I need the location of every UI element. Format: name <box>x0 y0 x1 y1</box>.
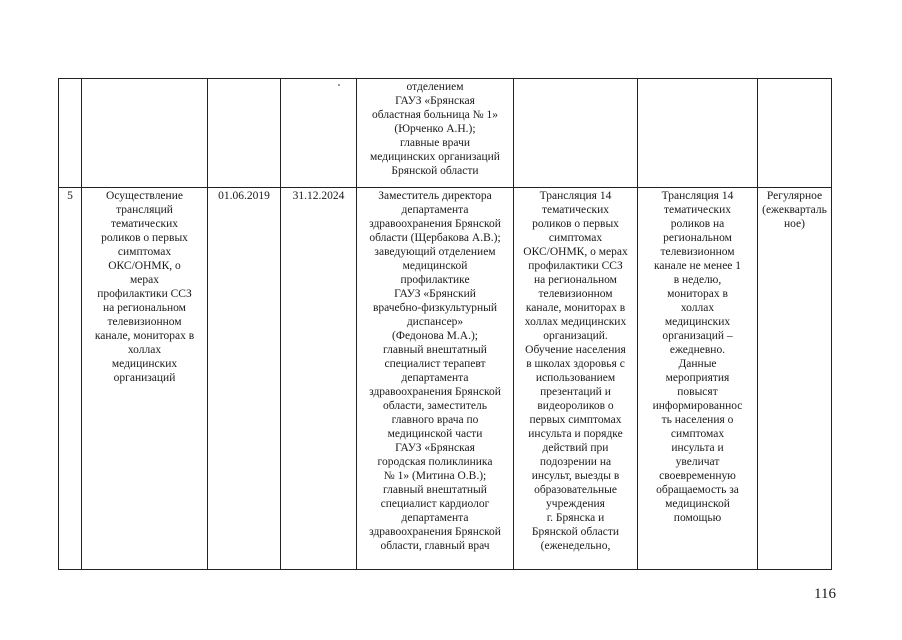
cell-num <box>59 79 82 188</box>
cell-responsible: отделением ГАУЗ «Брянская областная больница № 1» (Юрченко А.Н.); главные врачи медицинских организаций Брянской области <box>357 79 514 188</box>
cell-event: Осуществление трансляций тематических роликов о первых симптомах ОКС/ОНМК, о мерах профилактики ССЗ на региональном телевизионном канале, мониторах в холлах медицинских организаций <box>82 188 208 570</box>
cell-num: 5 <box>59 188 82 570</box>
cell-result <box>638 79 758 188</box>
cell-start-date: 01.06.2019 <box>208 188 281 570</box>
cell-indicator <box>514 79 638 188</box>
cell-end-date <box>281 79 357 188</box>
cell-result: Трансляция 14 тематических роликов на региональном телевизионном канале не менее 1 в неделю, мониторах в холлах медицинских организаций – ежедневно. Данные мероприятия повысят информированнос ть населения о симптомах инсульта и увеличат своевременную обращаемость за медицинской помощью <box>638 188 758 570</box>
cell-start-date <box>208 79 281 188</box>
cell-responsible-wrap <box>357 188 514 570</box>
cell-periodicity: Регулярное (ежекварталь ное) <box>758 188 832 570</box>
table-row-continuation <box>59 79 832 188</box>
page-number: 116 <box>814 586 836 602</box>
cell-periodicity <box>758 79 832 188</box>
plan-table <box>58 78 832 570</box>
cell-end-date: 31.12.2024 <box>281 188 357 570</box>
cell-responsible: Заместитель директора департамента здравоохранения Брянской области (Щербакова А.В.); заведующий отделением медицинской профилактике ГАУЗ «Брянский врачебно-физкультурный диспансер» (Федонова М.А.); главный внештатный специалист терапевт департамента здравоохранения Брянской области, заместитель главного врача по медицинской части ГАУЗ «Брянская городская поликлиника № 1» (Митина О.В.); главный внештатный специалист кардиолог департамента здравоохранения Брянской области, главный врач <box>369 190 501 552</box>
table-row-5 <box>59 188 832 570</box>
cell-indicator-wrap <box>514 188 638 570</box>
cell-event <box>82 79 208 188</box>
cell-indicator: Трансляция 14 тематических роликов о первых симптомах ОКС/ОНМК, о мерах профилактики ССЗ на региональном телевизионном канале, мониторах в холлах медицинских организаций. Обучение населения в школах здоровья с использованием презентаций и видеороликов о первых симптомах инсульта и порядке действий при подозрении на инсульт, выезды в образовательные учреждения г. Брянска и Брянской области (еженедельно, <box>523 190 628 552</box>
